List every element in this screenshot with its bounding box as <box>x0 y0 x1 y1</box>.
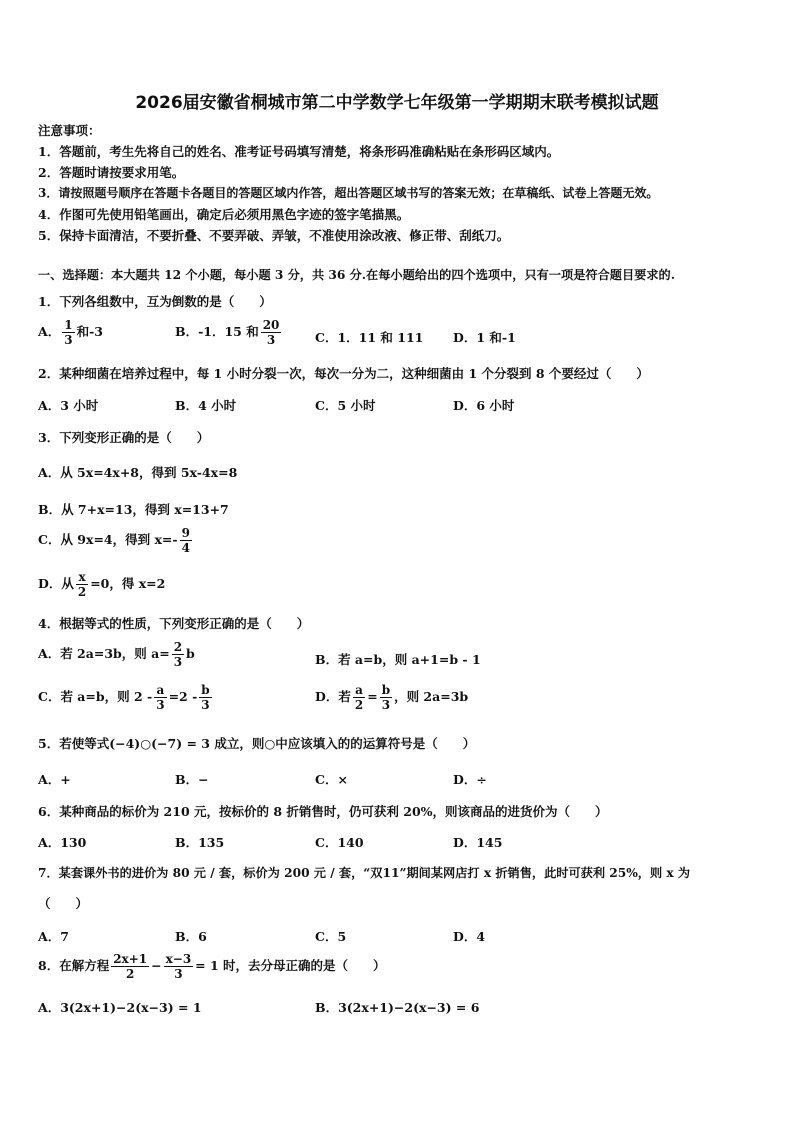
notice-item-4: 4．作图可先使用铅笔画出，确定后必须用黑色字迹的签字笔描黑。 <box>38 207 410 222</box>
question-2-option-d: D．6 小时 <box>453 398 515 413</box>
option-text: A．若 2a=3b，则 a= <box>38 646 170 661</box>
numerator: 20 <box>262 318 280 332</box>
question-6-stem: 6．某种商品的标价为 210 元，按标价的 8 折销售时，仍可获利 20%，则该商品的进货价为（ ） <box>38 804 608 819</box>
option-text: =0，得 x=2 <box>90 576 166 591</box>
numerator: x−3 <box>165 952 192 966</box>
notice-heading: 注意事项： <box>38 123 101 138</box>
question-4-option-c <box>38 683 214 712</box>
stem-text: − <box>151 958 162 973</box>
option-text: B．-1．15 和 <box>175 324 259 339</box>
question-5-option-d: D．÷ <box>453 772 487 787</box>
numerator: a <box>154 683 166 698</box>
option-text: D．若 <box>315 689 351 704</box>
fraction <box>353 683 365 712</box>
denominator: 3 <box>173 655 183 669</box>
stem-text: 8．在解方程 <box>38 958 110 973</box>
fraction <box>380 683 392 712</box>
option-text: 和-3 <box>76 324 103 339</box>
fraction <box>180 526 192 555</box>
question-1-option-a <box>38 318 103 347</box>
question-7-option-c: C．5 <box>315 929 347 944</box>
question-6-option-b: B．135 <box>175 835 225 850</box>
option-text: b <box>186 646 195 661</box>
numerator: 2 <box>173 640 183 654</box>
fraction <box>154 683 166 712</box>
question-6-option-a: A．130 <box>38 835 87 850</box>
question-4-option-d <box>315 683 468 712</box>
fraction <box>172 640 184 669</box>
numerator: 1 <box>64 318 73 332</box>
question-2-stem: 2．某种细菌在培养过程中，每 1 小时分裂一次，每次一分为二，这种细菌由 1 个分裂到 8 个要经过（ ） <box>38 366 649 381</box>
question-6-option-c: C．140 <box>315 835 364 850</box>
question-8-option-b: B．3(2x+1)−2(x−3) = 6 <box>315 1000 480 1015</box>
question-3-stem: 3．下列变形正确的是（ ） <box>38 430 210 445</box>
question-5-option-c: C．× <box>315 772 348 787</box>
option-text: =2 - <box>168 689 198 704</box>
notice-item-1: 1．答题前，考生先将自己的姓名、准考证号码填写清楚，将条形码准确粘贴在条形码区域内。 <box>38 144 560 159</box>
question-5-option-a: A．+ <box>38 772 71 787</box>
fraction <box>76 570 88 599</box>
denominator: 2 <box>354 698 364 712</box>
question-5-stem: 5．若使等式(−4)○(−7) = 3 成立，则○中应该填入的的运算符号是（ ） <box>38 736 476 751</box>
question-3-option-c <box>38 526 194 555</box>
question-7-option-a: A．7 <box>38 929 69 944</box>
page-title: 2026届安徽省桐城市第二中学数学七年级第一学期期末联考模拟试题 <box>135 93 659 113</box>
option-text: C．若 a=b，则 2 - <box>38 689 153 704</box>
option-text: C．从 9x=4，得到 x=- <box>38 532 178 547</box>
fraction <box>111 952 149 981</box>
denominator: 3 <box>174 967 183 981</box>
denominator: 3 <box>381 698 391 712</box>
notice-item-2: 2．答题时请按要求用笔。 <box>38 165 185 180</box>
numerator: b <box>201 683 210 697</box>
question-4-option-a <box>38 640 195 669</box>
numerator: 2x+1 <box>113 952 148 966</box>
notice-item-5: 5．保持卡面清洁，不要折叠、不要弄破、弄皱，不准使用涂改液、修正带、刮纸刀。 <box>38 228 510 243</box>
question-3-option-d <box>38 570 165 599</box>
option-text: ，则 2a=3b <box>394 689 469 704</box>
question-4-option-b: B．若 a=b，则 a+1=b - 1 <box>315 652 481 667</box>
question-8-option-a: A．3(2x+1)−2(x−3) = 1 <box>38 1000 202 1015</box>
question-3-option-b: B．从 7+x=13，得到 x=13+7 <box>38 502 229 517</box>
question-6-option-d: D．145 <box>453 835 503 850</box>
question-3-option-a: A．从 5x=4x+8，得到 5x-4x=8 <box>38 465 238 480</box>
fraction <box>62 318 74 347</box>
section-heading: 一、选择题：本大题共 12 个小题，每小题 3 分，共 36 分.在每小题给出的四个选项中，只有一项是符合题目要求的. <box>38 268 675 282</box>
denominator: 3 <box>201 698 210 712</box>
option-label: A． <box>38 324 61 339</box>
question-7-option-b: B．6 <box>175 929 207 944</box>
question-4-stem: 4．根据等式的性质，下列变形正确的是（ ） <box>38 616 310 631</box>
fraction <box>164 952 194 981</box>
question-1-option-d: D．1 和-1 <box>453 330 516 345</box>
question-2-option-b: B．4 小时 <box>175 398 237 413</box>
denominator: 3 <box>266 333 276 347</box>
denominator: 4 <box>181 541 190 555</box>
question-7-option-d: D．4 <box>453 929 486 944</box>
question-1-option-b <box>175 318 283 347</box>
question-7-stem: 7．某套课外书的进价为 80 元 / 套，标价为 200 元 / 套，“双11”期间某网店打 x 折销售，此时可获利 25%，则 x 为 <box>38 866 691 880</box>
option-text: = <box>367 689 378 704</box>
numerator: b <box>381 683 391 697</box>
fraction <box>199 683 211 712</box>
numerator: 9 <box>181 526 190 540</box>
question-8-stem <box>38 952 386 981</box>
question-2-option-a: A．3 小时 <box>38 398 99 413</box>
numerator: x <box>76 570 88 585</box>
notice-item-3: 3．请按照题号顺序在答题卡各题目的答题区域内作答，超出答题区域书写的答案无效；在草稿纸、试卷上答题无效。 <box>38 186 659 200</box>
question-7-stem-paren: （ ） <box>38 896 89 911</box>
fraction <box>261 318 282 347</box>
option-text: D．从 <box>38 576 74 591</box>
denominator: 2 <box>77 585 87 599</box>
denominator: 3 <box>64 333 73 347</box>
question-2-option-c: C．5 小时 <box>315 398 376 413</box>
numerator: a <box>353 683 365 698</box>
denominator: 2 <box>125 967 135 981</box>
question-5-option-b: B．− <box>175 772 209 787</box>
question-1-stem: 1．下列各组数中，互为倒数的是（ ） <box>38 294 272 309</box>
denominator: 3 <box>156 698 165 712</box>
question-1-option-c: C．1．11 和 111 <box>315 330 424 345</box>
stem-text: = 1 时，去分母正确的是（ ） <box>195 958 386 973</box>
